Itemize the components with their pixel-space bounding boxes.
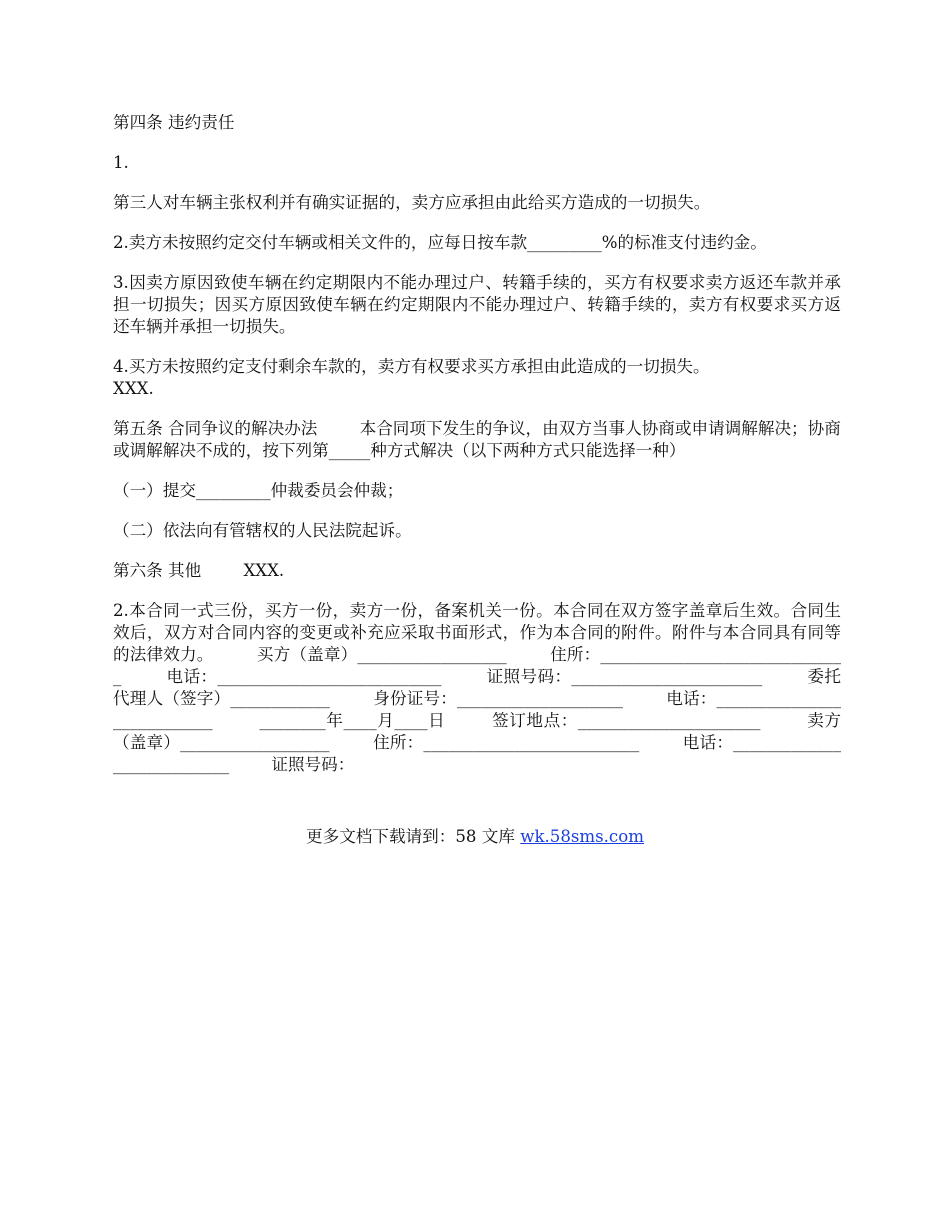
document-body bbox=[113, 112, 841, 794]
footer bbox=[0, 826, 950, 848]
footer-link[interactable]: wk.58sms.com bbox=[520, 827, 644, 846]
clause-1-number: 1. bbox=[113, 153, 129, 172]
footer-text: 更多文档下载请到：58 文库 bbox=[306, 827, 521, 846]
clause-2-text: 2.卖方未按照约定交付车辆或相关文件的，应每日按车款_________%的标准支付违约金。 bbox=[113, 233, 767, 252]
option-arbitration: （一）提交_________仲裁委员会仲裁； bbox=[113, 481, 404, 500]
clause-1-text: 第三人对车辆主张权利并有确实证据的，卖方应承担由此给买方造成的一切损失。 bbox=[113, 193, 711, 212]
signature-block: 2.本合同一式三份，买方一份，卖方一份，备案机关一份。本合同在双方签字盖章后生效。合同生效后，双方对合同内容的变更或补充应采取书面形式，作为本合同的附件。附件与本合同具有同等的法律效力。 买方（盖章）__________________ 住所：______________________________ 电话：___________________________ 证照号码：_______________________ 委托代理人（签字）____________ 身份证号：____________________ 电话：___________________________ ________年____月____日 签订地点：______________________ 卖方（盖章）__________________ 住所：__________________________ 电话：___________________________ 证照号码： bbox=[113, 601, 841, 774]
clause-3-text: 3.因卖方原因致使车辆在约定期限内不能办理过户、转籍手续的，买方有权要求卖方返还车款并承担一切损失；因买方原因致使车辆在约定期限内不能办理过户、转籍手续的，卖方有权要求买方返还车辆并承担一切损失。 bbox=[113, 273, 841, 336]
clause-xxx: XXX. bbox=[113, 379, 154, 398]
article-4-heading: 第四条 违约责任 bbox=[113, 113, 235, 132]
option-court: （二）依法向有管辖权的人民法院起诉。 bbox=[113, 521, 412, 540]
article-5-text: 第五条 合同争议的解决办法 本合同项下发生的争议，由双方当事人协商或申请调解解决；协商或调解解决不成的，按下列第_____种方式解决（以下两种方式只能选择一种） bbox=[113, 419, 841, 460]
article-6-heading: 第六条 其他 XXX. bbox=[113, 561, 285, 580]
clause-4-text: 4.买方未按照约定支付剩余车款的，卖方有权要求买方承担由此造成的一切损失。 bbox=[113, 357, 710, 376]
